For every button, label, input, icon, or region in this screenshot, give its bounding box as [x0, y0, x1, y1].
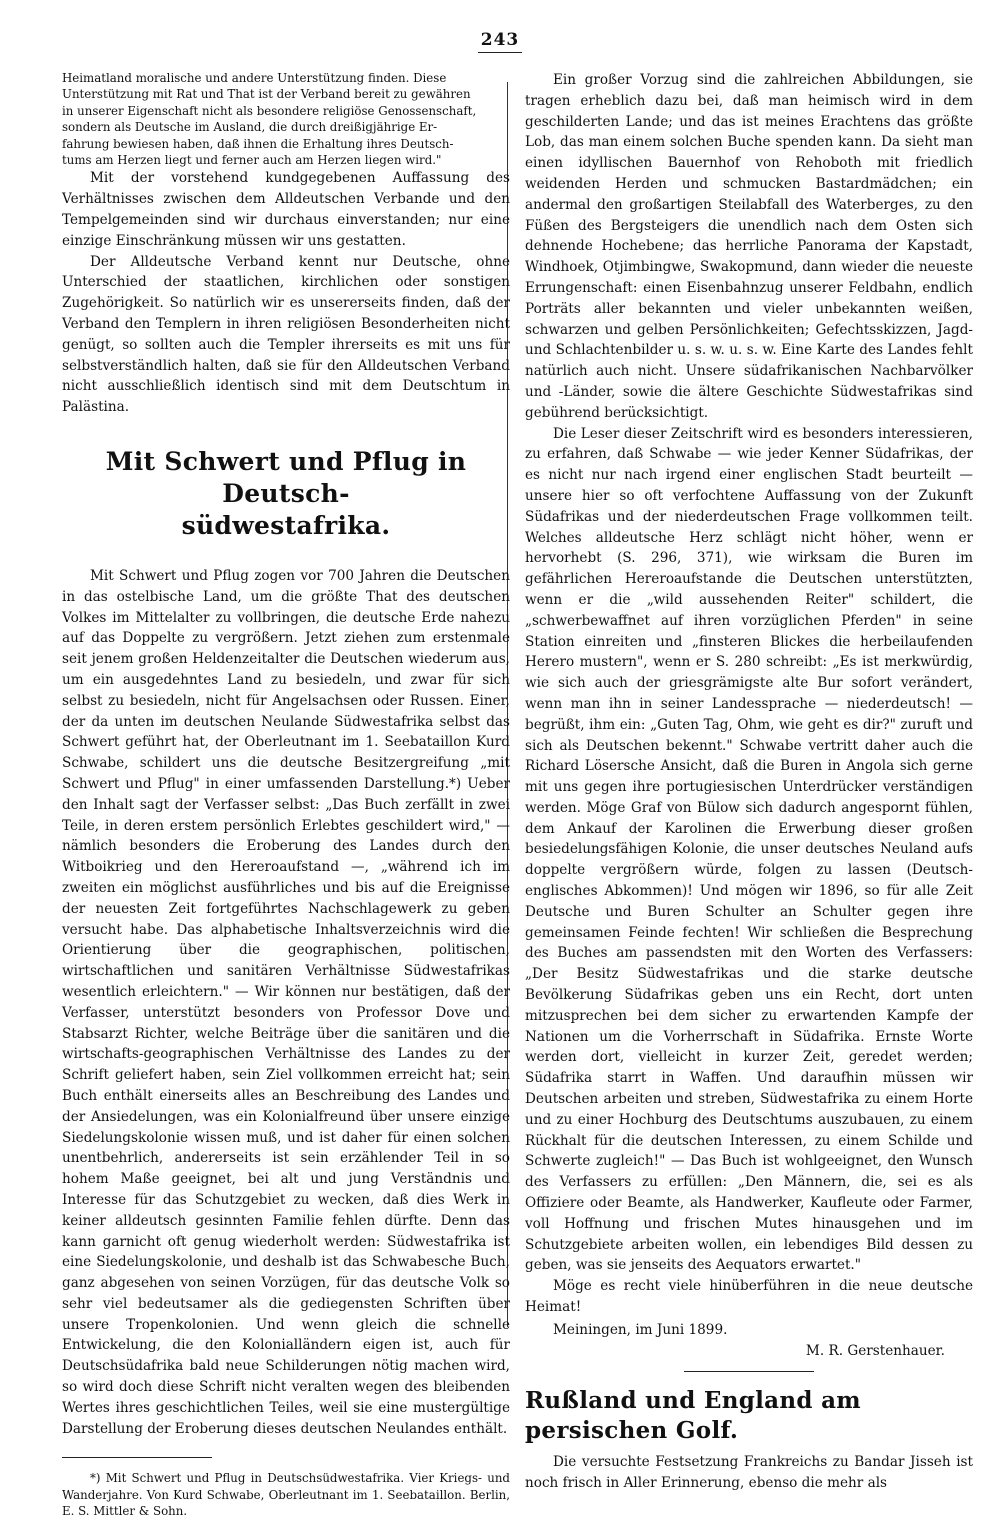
article-heading: Rußland und England am persischen Golf.	[525, 1387, 861, 1445]
paragraph: Möge es recht viele hinüberführen in die neue deutsche Heimat!	[525, 1278, 973, 1316]
quote-line: Unterstützung mit Rat und That ist der Verband bereit zu gewähren	[62, 87, 471, 102]
quote-line: tums am Herzen liegt und ferner auch am Herzen liegen wird."	[62, 153, 442, 168]
quote-line: fahrung bewiesen haben, daß ihnen die Erhaltung ihres Deutsch-	[62, 136, 454, 151]
heading-line: Mit Schwert und Pflug in Deutsch-	[105, 447, 467, 508]
paragraph: Der Alldeutsche Verband kennt nur Deutsche, ohne Unterschied der staatlichen, kirchlichen oder sonstigen Zugehörigkeit. So natürlich wir es unsererseits finden, daß der Verband den Templern in ihren religiösen Besonderheiten nicht genügt, so sollten auch die Templer ihrerseits es mit uns für selbstverständlich halten, daß sie für den Alldeutschen Verband nicht ausschließlich identisch sind mit dem Deutschtum in Palästina.	[62, 253, 510, 416]
signature: M. R. Gerstenhauer.	[805, 1342, 945, 1359]
paragraph: Die versuchte Festsetzung Frankreichs zu Bandar Jisseh ist noch frisch in Aller Erinnerung, ebenso die mehr als	[525, 1454, 973, 1492]
article-heading	[62, 446, 510, 542]
left-column	[62, 70, 510, 1520]
quote-block	[62, 70, 510, 168]
paragraph: Ein großer Vorzug sind die zahlreichen Abbildungen, sie tragen erheblich dazu bei, daß man heimisch wird in dem geschilderten Lande; und das ist meines Erachtens das größte Lob, das man einem solchen Buche spenden kann. Da sieht man einen idyllischen Bauernhof von Rehoboth mit friedlich weidenden Herden und schmucken Bastardmädchen; ein andermal den großartigen Steilabfall des Waterberges, zu den Füßen des Bergsteigers die unendlich nach dem Osten sich dehnende Hochebene; das herrliche Panorama der Kapstadt, Windhoek, Otjimbingwe, Swakopmund, dann wieder die neueste Errungenschaft: einen Eisenbahnzug unserer Feldbahn, endlich Porträts aller bekannten und vieler unbekannten weißen, schwarzen und gelben Persönlichkeiten; Gefechtsskizzen, Jagd- und Schlachtenbilder u. s. w. u. s. w. Eine Karte des Landes fehlt natürlich auch nicht. Unsere südafrikanischen Nachbarvölker und -Länder, sowie die ältere Geschichte Südwestafrikas sind gebührend berücksichtigt.	[525, 72, 973, 421]
paragraph: Die Leser dieser Zeitschrift wird es besonders interessieren, zu erfahren, daß Schwabe — wie jeder Kenner Südafrikas, der es nicht nur nach irgend einer englischen Stadt beurteilt — unsere hier so oft verfochtene Auffassung von der Zukunft Südafrikas und der niederdeutschen Frage vollkommen teilt. Welches alldeutsche Herz schlägt nicht höher, wenn er hervorhebt (S. 296, 371), wie wirksam die Buren im gefährlichen Hereroaufstande die Deutschen unterstützten, wenn er die „wild aussehenden Reiter" schildert, die „schwerbewaffnet auf ihren vorzüglichen Pferden" in seine Station einreiten und „finsteren Blickes die herbeilaufenden Herero mustern", wenn er S. 280 schreibt: „Es ist merkwürdig, wie sich auch der griesgrämigste alte Bur sofort verändert, wenn man ihn in seiner Landessprache — niederdeutsch! — begrüßt, ihm ein: „Guten Tag, Ohm, wie geht es dir?" zuruft und sich als Deutschen bekennt." Schwabe vertritt daher auch die Richard Lösersche Ansicht, daß die Buren in Angola sich gerne mit uns gegen ihre portugiesischen Unterdrücker verständigen werden. Möge Graf von Bülow sich dadurch angespornt fühlen, dem Ankauf der Karolinen die Erwerbung dieser großen besiedelungsfähigen Kolonie, die unser deutsches Neuland aufs doppelte vergrößern würde, folgen zu lassen (Deutsch-englisches Abkommen)! Und mögen wir 1896, so für alle Zeit Deutsche und Buren Schulter an Schulter gegen ihre gemeinsamen Feinde fechten! Wir schließen die Besprechung des Buches am passendsten mit den Worten des Verfassers: „Der Besitz Südwestafrikas und die starke deutsche Bevölkerung Südafrikas geben uns ein Recht, dort unten mitzusprechen bei dem sicher zu erwartenden Kampfe der Nationen um die Vorherrschaft in Südafrika. Ernste Worte werden dort, vielleicht in kurzer Zeit, geredet werden; Südafrika starrt in Waffen. Und daraufhin müssen wir Deutschen arbeiten und streben, Südwestafrika zu einem Horte und zu einer Hochburg des Deutschtums auszubauen, zu einem Rückhalt für die deutschen Interessen, zu einem Schilde und Schwerte zugleich!" — Das Buch ist wohlgeeignet, den Wunsch des Verfassers zu erfüllen: „Den Männern, die, sei es als Offiziere oder Beamte, als Handwerker, Kaufleute oder Farmer, voll Hoffnung und frischen Mutes hinausgehen und im Schutzgebiete arbeiten wollen, ein lebendiges Bild dessen zu geben, was sie jenseits des Aequators erwartet."	[525, 425, 973, 1274]
section-rule	[684, 1371, 814, 1372]
quote-line: in unserer Eigenschaft nicht als besondere religiöse Genossenschaft,	[62, 103, 477, 118]
quote-line: sondern als Deutsche im Ausland, die durch dreißigjährige Er-	[62, 120, 438, 135]
footnote-rule	[62, 1457, 212, 1458]
page-number-rule	[478, 52, 522, 53]
heading-line: südwestafrika.	[181, 511, 391, 540]
footnote: *) Mit Schwert und Pflug in Deutschsüdwestafrika. Vier Kriegs- und Wanderjahre. Von Kurd Schwabe, Oberleutnant im 1. Seebataillon. Berlin, E. S. Mittler & Sohn.	[62, 1471, 510, 1519]
dateline: Meiningen, im Juni 1899.	[553, 1321, 728, 1338]
page-number: 243	[480, 30, 520, 50]
right-column	[525, 70, 973, 1494]
quote-line: Heimatland moralische und andere Unterstützung finden. Diese	[62, 71, 447, 85]
paragraph: Mit der vorstehend kundgegebenen Auffassung des Verhältnisses zwischen dem Alldeutschen Verbande und den Tempelgemeinden sind wir durchaus einverstanden; nur eine einzige Einschränkung müssen wir uns gestatten.	[62, 170, 510, 249]
paragraph: Mit Schwert und Pflug zogen vor 700 Jahren die Deutschen in das ostelbische Land, um die größte That des deutschen Volkes im Mittelalter zu vollbringen, die deutsche Erde nahezu auf das Doppelte zu vergrößern. Jetzt ziehen zum erstenmale seit jenem großen Heldenzeitalter die Deutschen wiederum aus, um ein ausgedehntes Land zu besiedeln, und zwar für sich selbst zu besiedeln, nicht für Angelsachsen oder Russen. Einer, der da unten im deutschen Neulande Südwestafrika selbst das Schwert geführt hat, der Oberleutnant im 1. Seebataillon Kurd Schwabe, schildert uns die deutsche Besitzergreifung „mit Schwert und Pflug" in einer umfassenden Darstellung.*) Ueber den Inhalt sagt der Verfasser selbst: „Das Buch zerfällt in zwei Teile, in deren erstem persönlich Erlebtes geschildert wird," — nämlich besonders die Eroberung des Landes durch den Witboikrieg und den Hereroaufstand —, „während ich im zweiten ein möglichst ausführliches und bis auf die Ereignisse der neuesten Zeit fortgeführtes Nachschlagewerk zu geben versucht habe. Das alphabetische Inhaltsverzeichnis wird die Orientierung über die geographischen, politischen, wirtschaftlichen und sanitären Verhältnisse Südwestafrikas wesentlich erleichtern." — Wir können nur bestätigen, daß der Verfasser, unterstützt besonders von Professor Dove und Stabsarzt Richter, welche Beiträge über die sanitären und die wirtschafts-geographischen Verhältnisse des Landes zu der Schrift geliefert haben, sein Ziel vollkommen erreicht hat; sein Buch enthält einerseits alles an Beschreibung des Landes und der Ansiedelungen, was ein Kolonialfreund über unsere einzige Siedelungskolonie wissen muß, und ist daher für einen solchen unentbehrlich, andererseits ist sein erzählender Teil in so hohem Maße geeignet, bei alt und jung Verständnis und Interesse für das Schutzgebiet zu wecken, daß dies Werk in keiner alldeutsch gesinnten Familie fehlen dürfte. Denn das kann garnicht oft genug wiederholt werden: Südwestafrika ist eine Siedelungskolonie, und deshalb ist das Schwabesche Buch, ganz abgesehen von seinen Vorzügen, für das deutsche Volk so sehr viel bedeutsamer als die gediegensten Schriften über unsere Tropenkolonien. Und wenn gleich die schnelle Entwickelung, die den Kolonialländern eigen ist, auch für Deutschsüdafrika bald neue Schilderungen nötig machen wird, so wird doch diese Schrift nicht veralten wegen des bleibenden Wertes ihres geschichtlichen Teiles, weil sie eine mustergültige Darstellung der Eroberung dieses deutschen Neulandes enthält.	[62, 568, 510, 1437]
